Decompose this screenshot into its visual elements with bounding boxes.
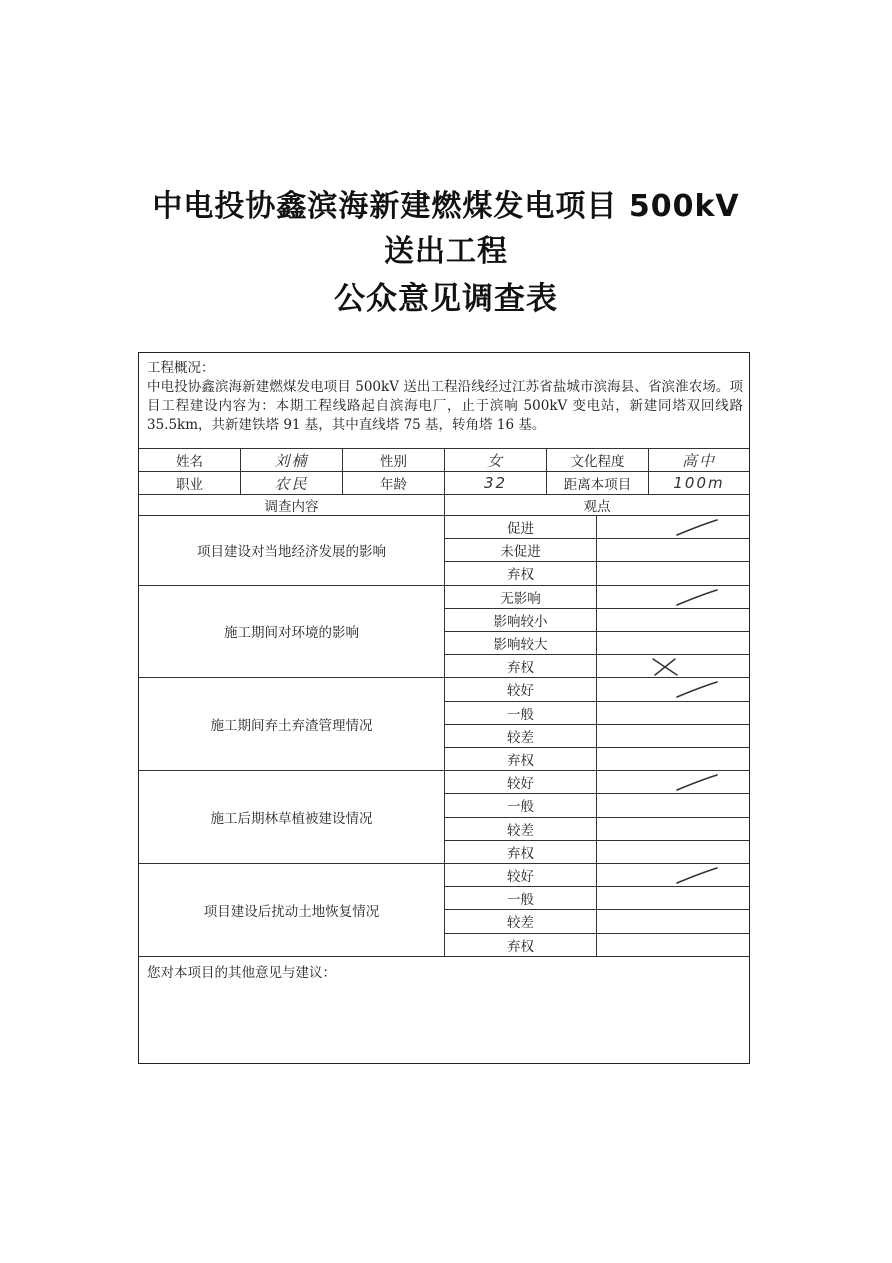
mark-cell[interactable] xyxy=(597,562,749,585)
opinion-header: 观点 xyxy=(445,495,749,516)
option-label: 未促进 xyxy=(445,539,597,562)
option-label: 弃权 xyxy=(445,934,597,957)
option-label: 较好 xyxy=(445,678,597,701)
mark-cell[interactable] xyxy=(597,586,749,609)
survey-form xyxy=(138,352,750,1064)
mark-cell[interactable] xyxy=(597,748,749,771)
document-title-line-3: 公众意见调查表 xyxy=(334,281,558,317)
cross-mark-icon xyxy=(647,656,683,678)
mark-cell[interactable] xyxy=(597,887,749,910)
question-text: 施工期间对环境的影响 xyxy=(139,586,445,679)
mark-cell[interactable] xyxy=(597,794,749,817)
mark-cell[interactable] xyxy=(597,539,749,562)
question-text: 施工后期林草植被建设情况 xyxy=(139,771,445,864)
distance-label: 距离本项目 xyxy=(547,472,649,495)
occupation-label: 职业 xyxy=(139,472,241,495)
mark-cell[interactable] xyxy=(597,702,749,725)
option-label: 一般 xyxy=(445,702,597,725)
option-label: 一般 xyxy=(445,794,597,817)
option-label: 较好 xyxy=(445,771,597,794)
name-label: 姓名 xyxy=(139,449,241,472)
mark-cell[interactable] xyxy=(597,516,749,539)
gender-label: 性别 xyxy=(343,449,445,472)
education-label: 文化程度 xyxy=(547,449,649,472)
option-label: 影响较小 xyxy=(445,609,597,632)
mark-cell[interactable] xyxy=(597,771,749,794)
mark-cell[interactable] xyxy=(597,864,749,887)
option-label: 弃权 xyxy=(445,655,597,678)
mark-cell[interactable] xyxy=(597,678,749,701)
document-title-line-2: 送出工程 xyxy=(384,234,508,269)
option-label: 较差 xyxy=(445,910,597,933)
question-text: 施工期间弃土弃渣管理情况 xyxy=(139,678,445,771)
mark-cell[interactable] xyxy=(597,725,749,748)
education-value[interactable]: 高中 xyxy=(649,449,749,472)
gender-value[interactable]: 女 xyxy=(445,449,547,472)
option-label: 促进 xyxy=(445,516,597,539)
check-mark-icon xyxy=(675,866,719,886)
mark-cell[interactable] xyxy=(597,841,749,864)
content-header: 调查内容 xyxy=(139,495,445,516)
mark-cell[interactable] xyxy=(597,655,749,678)
option-label: 弃权 xyxy=(445,841,597,864)
question-text: 项目建设后扰动土地恢复情况 xyxy=(139,864,445,957)
mark-cell[interactable] xyxy=(597,910,749,933)
option-label: 弃权 xyxy=(445,562,597,585)
age-value[interactable]: 32 xyxy=(445,472,547,495)
mark-cell[interactable] xyxy=(597,632,749,655)
option-label: 影响较大 xyxy=(445,632,597,655)
age-label: 年龄 xyxy=(343,472,445,495)
suggestions-area[interactable] xyxy=(139,953,749,1063)
option-label: 较好 xyxy=(445,864,597,887)
project-overview xyxy=(139,353,749,449)
check-mark-icon xyxy=(675,518,719,538)
question-text: 项目建设对当地经济发展的影响 xyxy=(139,516,445,586)
mark-cell[interactable] xyxy=(597,818,749,841)
mark-cell[interactable] xyxy=(597,609,749,632)
overview-label: 工程概况： xyxy=(147,360,215,376)
occupation-value[interactable]: 农民 xyxy=(241,472,343,495)
option-label: 一般 xyxy=(445,887,597,910)
check-mark-icon xyxy=(675,588,719,608)
check-mark-icon xyxy=(675,680,719,700)
name-value[interactable]: 刘楠 xyxy=(241,449,343,472)
suggestions-label: 您对本项目的其他意见与建议： xyxy=(147,965,336,981)
distance-value[interactable]: 100m xyxy=(649,472,749,495)
option-label: 无影响 xyxy=(445,586,597,609)
document-title-line-1: 中电投协鑫滨海新建燃煤发电项目 500kV xyxy=(152,189,740,224)
option-label: 较差 xyxy=(445,725,597,748)
option-label: 较差 xyxy=(445,818,597,841)
check-mark-icon xyxy=(675,773,719,793)
overview-text: 中电投协鑫滨海新建燃煤发电项目 500kV 送出工程沿线经过江苏省盐城市滨海县、省滨淮农场。项目工程建设内容为：本期工程线路起自滨海电厂，止于滨响 500kV 变电站，新建同塔双回线路 35.5km，共新建铁塔 91 基，其中直线塔 75 基，转角塔 16 基。 xyxy=(147,379,743,433)
option-label: 弃权 xyxy=(445,748,597,771)
